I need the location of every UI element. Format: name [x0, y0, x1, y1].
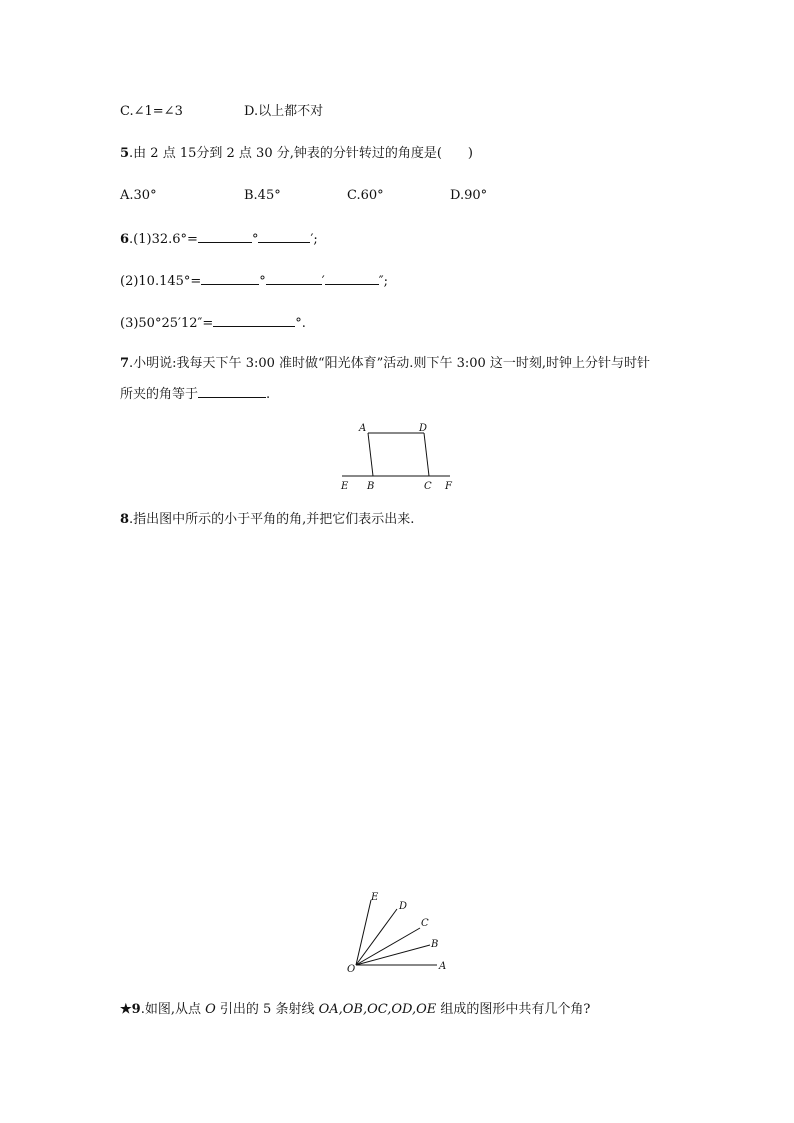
label-e: E [341, 481, 349, 492]
question-7-line-2 [120, 384, 270, 404]
q6-part3-prefix: (3)50°25′12″= [120, 316, 214, 331]
label-e: E [371, 892, 379, 903]
question-number: 6 [120, 232, 130, 247]
ray-oc [356, 928, 420, 965]
label-b: B [367, 481, 375, 492]
q6-part1-prefix: .(1)32.6°= [129, 232, 198, 247]
q6-part2-prefix: (2)10.145°= [120, 274, 202, 289]
answer-blank[interactable] [198, 229, 252, 243]
answer-blank[interactable] [198, 384, 266, 398]
label-a: A [359, 423, 367, 434]
segment-ab [368, 433, 373, 476]
label-d: D [419, 423, 428, 434]
minute-mark: ′; [310, 232, 318, 247]
answer-blank[interactable] [258, 229, 310, 243]
question-text: .由 2 点 15分到 2 点 30 分,钟表的分针转过的角度是( ) [129, 146, 474, 161]
question-6-part-2 [120, 271, 388, 291]
label-f: F [445, 481, 452, 492]
label-c: C [421, 918, 429, 929]
ray-names: OA,OB,OC,OD,OE [318, 1002, 437, 1017]
degree-mark: ° [251, 232, 259, 247]
q5-option-a: A.30° [120, 188, 157, 203]
question-5 [120, 145, 473, 163]
segment-dc [424, 433, 429, 476]
question-text: .指出图中所示的小于平角的角,并把它们表示出来. [129, 512, 415, 527]
degree-mark: °. [295, 316, 306, 331]
q5-option-b: B.45° [244, 188, 281, 203]
q9-rays-figure [340, 888, 455, 976]
question-text: .小明说:我每天下午 3:00 准时做“阳光体育”活动.则下午 3:00 这一时刻,时钟上分针与时针 [129, 356, 651, 371]
q5-option-c: C.60° [347, 188, 384, 203]
question-6-part-3 [120, 313, 306, 333]
q8-quadrilateral-figure [330, 418, 470, 496]
question-text: 所夹的角等于 [120, 387, 199, 402]
answer-blank[interactable] [213, 313, 295, 327]
question-9 [120, 1001, 590, 1019]
question-text-after: 组成的图形中共有几个角? [436, 1002, 591, 1017]
question-7-line-1 [120, 355, 650, 373]
question-8 [120, 511, 414, 529]
question-number: 8 [120, 512, 130, 527]
answer-blank[interactable] [325, 271, 379, 285]
ray-ob [356, 945, 430, 965]
star-icon: ★ [120, 1002, 132, 1017]
question-text-mid: 引出的 5 条射线 [215, 1002, 319, 1017]
label-a: A [439, 961, 447, 972]
question-number: 7 [120, 356, 130, 371]
q4-option-c: C.∠1=∠3 [120, 104, 183, 119]
question-number: 5 [120, 146, 130, 161]
label-c: C [424, 481, 432, 492]
point-o: O [205, 1002, 216, 1017]
answer-blank[interactable] [266, 271, 322, 285]
label-o: O [347, 964, 356, 975]
question-6-part-1 [120, 229, 318, 249]
question-number: 9 [131, 1002, 141, 1017]
period: . [266, 387, 271, 402]
label-d: D [399, 901, 408, 912]
second-mark: ″; [378, 274, 388, 289]
degree-mark: ° [259, 274, 266, 289]
minute-mark: ′ [321, 274, 325, 289]
q4-option-d: D.以上都不对 [244, 104, 324, 119]
q5-option-d: D.90° [450, 188, 488, 203]
question-text-before: .如图,从点 [140, 1002, 206, 1017]
label-b: B [431, 939, 439, 950]
answer-blank[interactable] [201, 271, 259, 285]
